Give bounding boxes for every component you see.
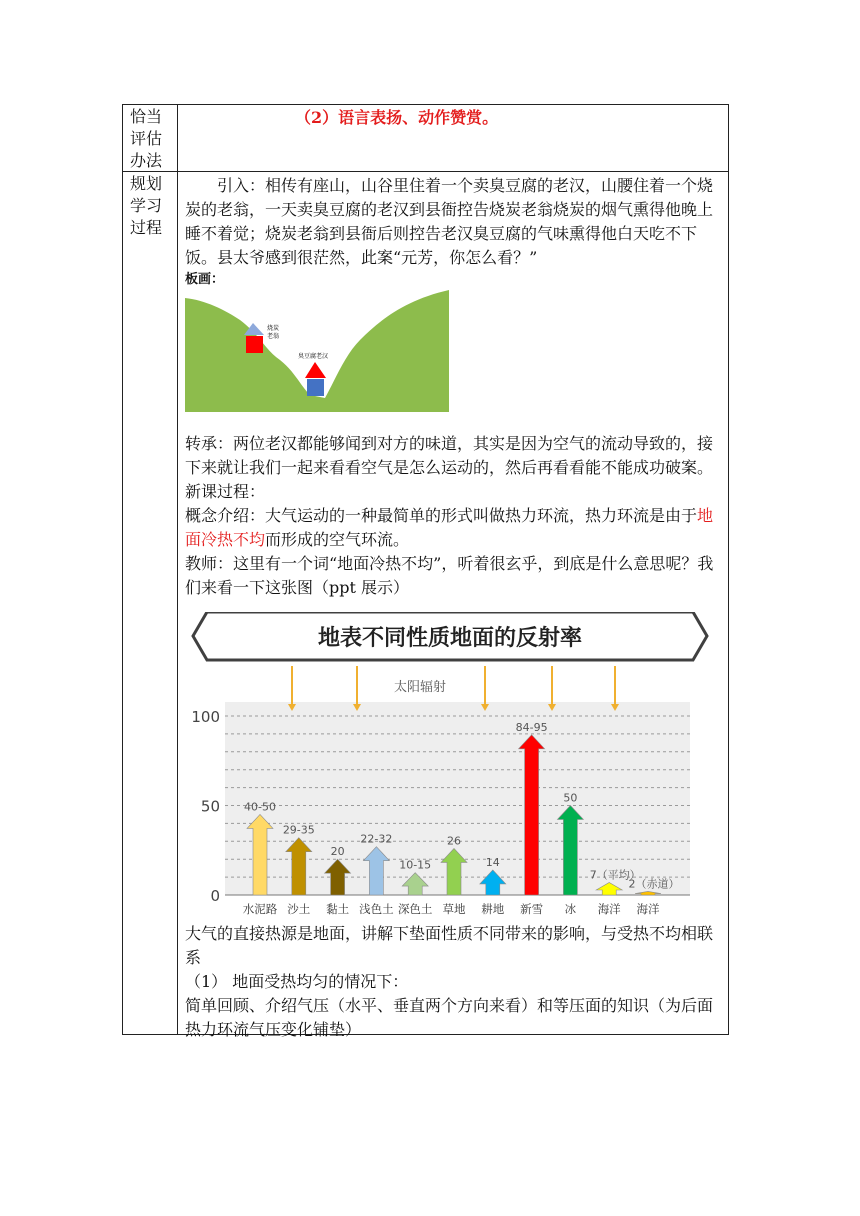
- chart-annotation: 太阳辐射: [393, 680, 447, 695]
- concept-text-a: 概念介绍：大气运动的一种最简单的形式叫做热力环流，热力环流是由于: [185, 506, 698, 525]
- item1-heading: （1） 地面受热均匀的情况下：: [185, 972, 409, 991]
- value-label: 26: [447, 834, 461, 848]
- category-label: 草地: [442, 902, 466, 916]
- row-label-evaluation: 恰当评估办法: [130, 107, 163, 170]
- category-label: 深色土: [397, 902, 433, 916]
- review-paragraph: 简单回顾、介绍气压（水平、垂直两个方向来看）和等压面的知识（为后面热力环流气压变化铺垫）: [185, 996, 714, 1039]
- intro-paragraph: 引入：相传有座山，山谷里住着一个卖臭豆腐的老汉，山腰住着一个烧炭的老翁，一天卖臭豆腐的老汉到县衙控告烧炭老翁烧炭的烟气熏得他晚上睡不着觉；烧炭老翁到县衙后则控告老汉臭豆腐的气味熏得他白天吃不下饭。县太爷感到很茫然，此案“元芳，你怎么看？”: [185, 176, 714, 267]
- y-tick-label: 100: [191, 708, 220, 726]
- new-lesson-heading: 新课过程：: [185, 482, 266, 501]
- process-content: [185, 174, 725, 290]
- chart-title: 地表不同性质地面的反射率: [317, 626, 583, 651]
- house2-body: [307, 379, 324, 396]
- category-label: 耕地: [481, 902, 505, 916]
- column-divider: [177, 104, 178, 1035]
- category-label: 黏土: [326, 902, 350, 916]
- house1-label-a: 烧炭: [267, 325, 280, 332]
- value-label: 40-50: [244, 800, 276, 814]
- albedo-chart: [185, 612, 725, 922]
- concept-text-b: 而形成的空气环流。: [265, 530, 410, 549]
- process-content-3: [185, 922, 725, 1042]
- teacher-paragraph: 教师：这里有一个词“地面冷热不均”，听着很玄乎，到底是什么意思呢？我们来看一下这张图（ppt 展示）: [185, 554, 714, 597]
- row-label-process: 规划学习过程: [130, 174, 163, 237]
- value-label: 22-32: [360, 832, 393, 846]
- category-label: 水泥路: [242, 902, 278, 916]
- value-label: 10-15: [399, 858, 432, 872]
- value-label: 7（平均）: [589, 868, 641, 882]
- value-label: 50: [563, 791, 578, 805]
- value-label: 20: [330, 845, 345, 859]
- category-label: 浅色土: [359, 902, 394, 916]
- value-label: 14: [485, 855, 500, 869]
- concept-text-highlight: 地面冷热不均: [185, 506, 714, 549]
- board-label: 板画：: [185, 272, 225, 287]
- category-labels: [243, 902, 660, 916]
- board-drawing: [185, 290, 449, 412]
- category-label: 海洋: [636, 902, 660, 916]
- y-tick-label: 50: [200, 797, 220, 816]
- value-label: 84-95: [515, 720, 548, 734]
- category-label: 海洋: [597, 902, 621, 916]
- after-chart-paragraph: 大气的直接热源是地面，讲解下垫面性质不同带来的影响，与受热不均相联系: [185, 924, 714, 967]
- process-content-2: [185, 432, 725, 600]
- house1-label-b: 老翁: [267, 333, 280, 340]
- y-axis-ticks: [191, 708, 220, 905]
- house2-label: 臭豆腐老汉: [298, 353, 329, 360]
- concept-paragraph: [185, 504, 725, 552]
- value-label: 29-35: [282, 823, 315, 837]
- category-label: 沙土: [287, 902, 311, 916]
- value-label: 2（赤道）: [628, 877, 680, 891]
- y-tick-label: 0: [210, 887, 220, 905]
- category-label: 冰: [564, 902, 577, 916]
- house1-body: [246, 336, 263, 353]
- transition-paragraph: 转承：两位老汉都能够闻到对方的味道，其实是因为空气的流动导致的，接下来就让我们一起来看看空气是怎么运动的，然后再看看能不能成功破案。: [185, 434, 714, 477]
- evaluation-content: （2）语言表扬、动作赞赏。: [295, 108, 499, 127]
- category-label: 新雪: [520, 902, 544, 916]
